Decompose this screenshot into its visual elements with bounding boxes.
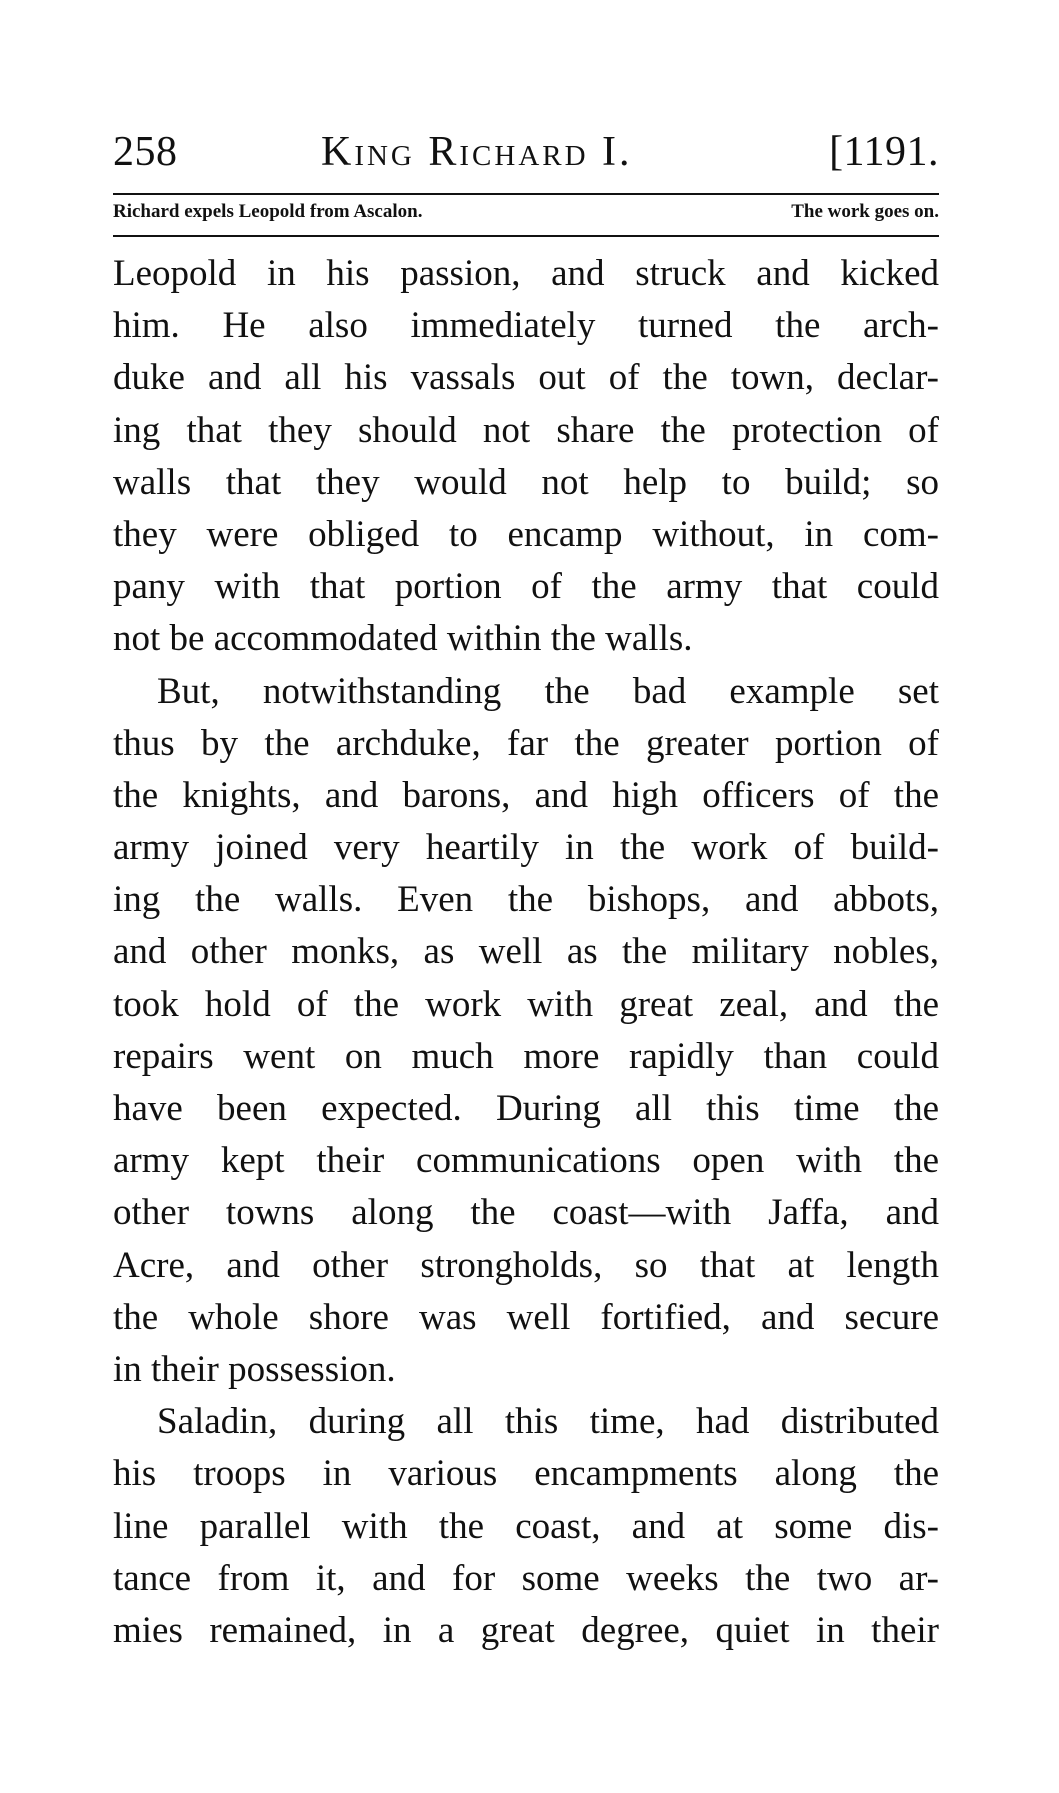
text-line: thus by the archduke, far the greater portion of	[113, 722, 939, 764]
header-year: [1191.	[829, 129, 939, 175]
text-line: not be accommodated within the walls.	[113, 618, 693, 660]
text-line: tance from it, and for some weeks the two ar-	[113, 1557, 939, 1599]
text-line: the whole shore was well fortified, and secure	[113, 1296, 939, 1338]
running-header	[113, 128, 939, 188]
subheading-right: The work goes on.	[791, 201, 939, 222]
text-line: him. He also immediately turned the arch-	[113, 305, 939, 347]
text-line: ing the walls. Even the bishops, and abbots,	[113, 879, 939, 921]
text-line: Leopold in his passion, and struck and kicked	[113, 253, 939, 294]
text-line: in their possession.	[113, 1348, 396, 1390]
subheading-left: Richard expels Leopold from Ascalon.	[113, 201, 423, 222]
paragraph-start-line: Saladin, during all this time, had distributed	[157, 1401, 939, 1443]
text-line: walls that they would not help to build; so	[113, 461, 939, 503]
text-line: have been expected. During all this time the	[113, 1088, 939, 1129]
header-rule-bottom	[113, 235, 939, 237]
page-number: 258	[113, 129, 178, 175]
text-line: army kept their communications open with the	[113, 1140, 939, 1182]
text-line: duke and all his vassals out of the town, declar-	[113, 357, 939, 399]
text-line: his troops in various encampments along the	[113, 1453, 939, 1495]
text-line: ing that they should not share the protection of	[113, 409, 939, 451]
text-line: took hold of the work with great zeal, and the	[113, 983, 939, 1025]
header-rule-top	[113, 193, 939, 195]
marginal-subheadings	[113, 201, 939, 231]
paragraph-start-line: But, notwithstanding the bad example set	[157, 670, 939, 712]
text-line: and other monks, as well as the military nobles,	[113, 931, 939, 973]
text-line: the knights, and barons, and high officers of the	[113, 774, 939, 816]
text-line: mies remained, in a great degree, quiet in their	[113, 1609, 939, 1651]
text-line: other towns along the coast—with Jaffa, and	[113, 1192, 939, 1234]
text-line: repairs went on much more rapidly than could	[113, 1035, 939, 1077]
running-title: King Richard I.	[321, 129, 633, 175]
text-line: line parallel with the coast, and at some dis-	[113, 1505, 939, 1547]
text-line: army joined very heartily in the work of build-	[113, 827, 939, 869]
text-line: they were obliged to encamp without, in com-	[113, 513, 939, 555]
text-line: pany with that portion of the army that could	[113, 566, 939, 608]
body-text	[113, 248, 939, 1657]
text-line: Acre, and other strongholds, so that at length	[113, 1244, 939, 1286]
